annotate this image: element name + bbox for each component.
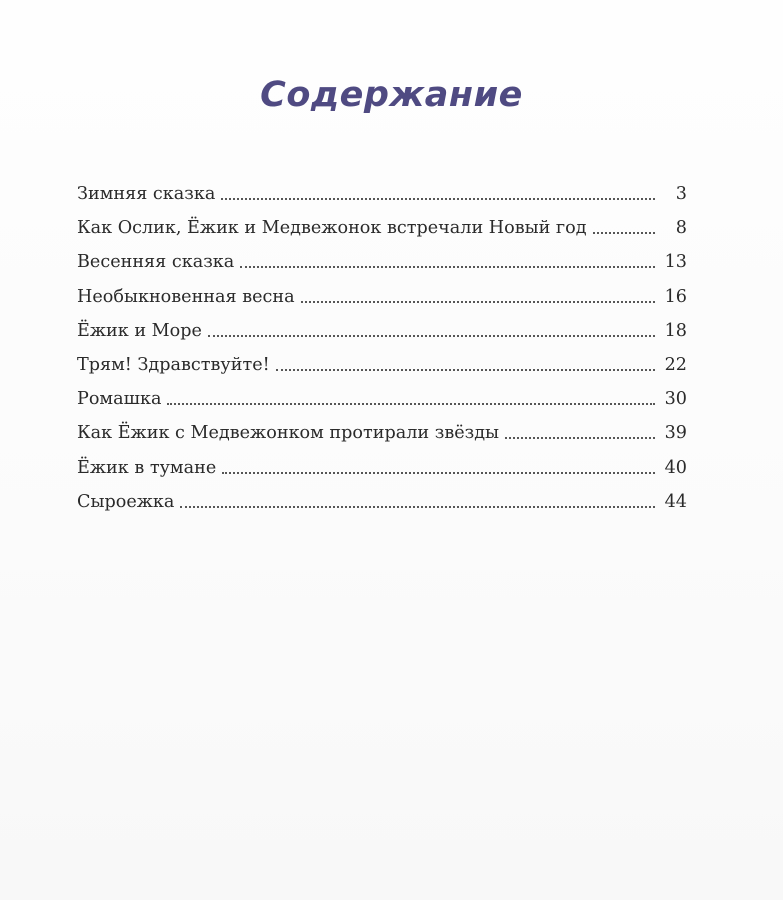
toc-entry[interactable] bbox=[77, 416, 687, 450]
dot-leader bbox=[222, 471, 655, 474]
dot-leader bbox=[593, 231, 655, 234]
toc-entry-title: Сыроежка bbox=[77, 491, 175, 512]
toc-entry-title: Трям! Здравствуйте! bbox=[77, 354, 270, 375]
dot-leader bbox=[167, 402, 655, 405]
toc-entry[interactable] bbox=[77, 245, 687, 279]
toc-entry-title: Весенняя сказка bbox=[77, 252, 235, 273]
toc-entry-title: Ёжик в тумане bbox=[77, 457, 217, 478]
toc-entry-page: 30 bbox=[664, 389, 687, 410]
dot-leader bbox=[208, 334, 655, 337]
toc-entry-title: Зимняя сказка bbox=[77, 184, 216, 204]
page-title: Содержание bbox=[260, 75, 523, 116]
toc-entry[interactable] bbox=[77, 211, 687, 245]
toc-entry[interactable] bbox=[77, 177, 687, 211]
toc-entry[interactable] bbox=[77, 348, 687, 382]
dot-leader bbox=[180, 505, 655, 508]
toc-entry-page: 44 bbox=[664, 491, 687, 512]
toc-entry-page: 8 bbox=[675, 218, 687, 239]
toc-entry-title: Как Ослик, Ёжик и Медвежонок встречали Новый год bbox=[77, 218, 587, 239]
toc-entry[interactable] bbox=[77, 382, 687, 416]
dot-leader bbox=[505, 436, 655, 439]
toc-entry-page: 16 bbox=[664, 286, 687, 307]
toc-entry-page: 3 bbox=[675, 184, 687, 204]
toc-entry-title: Ёжик и Море bbox=[77, 320, 202, 341]
toc-entry[interactable] bbox=[77, 451, 687, 485]
toc-entry-page: 39 bbox=[664, 423, 687, 444]
toc-entry-page: 40 bbox=[664, 457, 687, 478]
toc-entry-page: 13 bbox=[664, 252, 687, 273]
dot-leader bbox=[240, 265, 655, 268]
toc-entry-page: 18 bbox=[664, 320, 687, 341]
table-of-contents bbox=[77, 177, 687, 519]
dot-leader bbox=[221, 197, 655, 200]
toc-entry-title: Ромашка bbox=[77, 389, 162, 410]
toc-entry-title: Как Ёжик с Медвежонком протирали звёзды bbox=[77, 423, 500, 444]
toc-entry[interactable] bbox=[77, 280, 687, 314]
toc-entry-title: Необыкновенная весна bbox=[77, 286, 295, 307]
toc-entry-page: 22 bbox=[664, 354, 687, 375]
dot-leader bbox=[301, 300, 655, 303]
toc-entry[interactable] bbox=[77, 314, 687, 348]
toc-entry[interactable] bbox=[77, 485, 687, 519]
dot-leader bbox=[276, 368, 655, 371]
